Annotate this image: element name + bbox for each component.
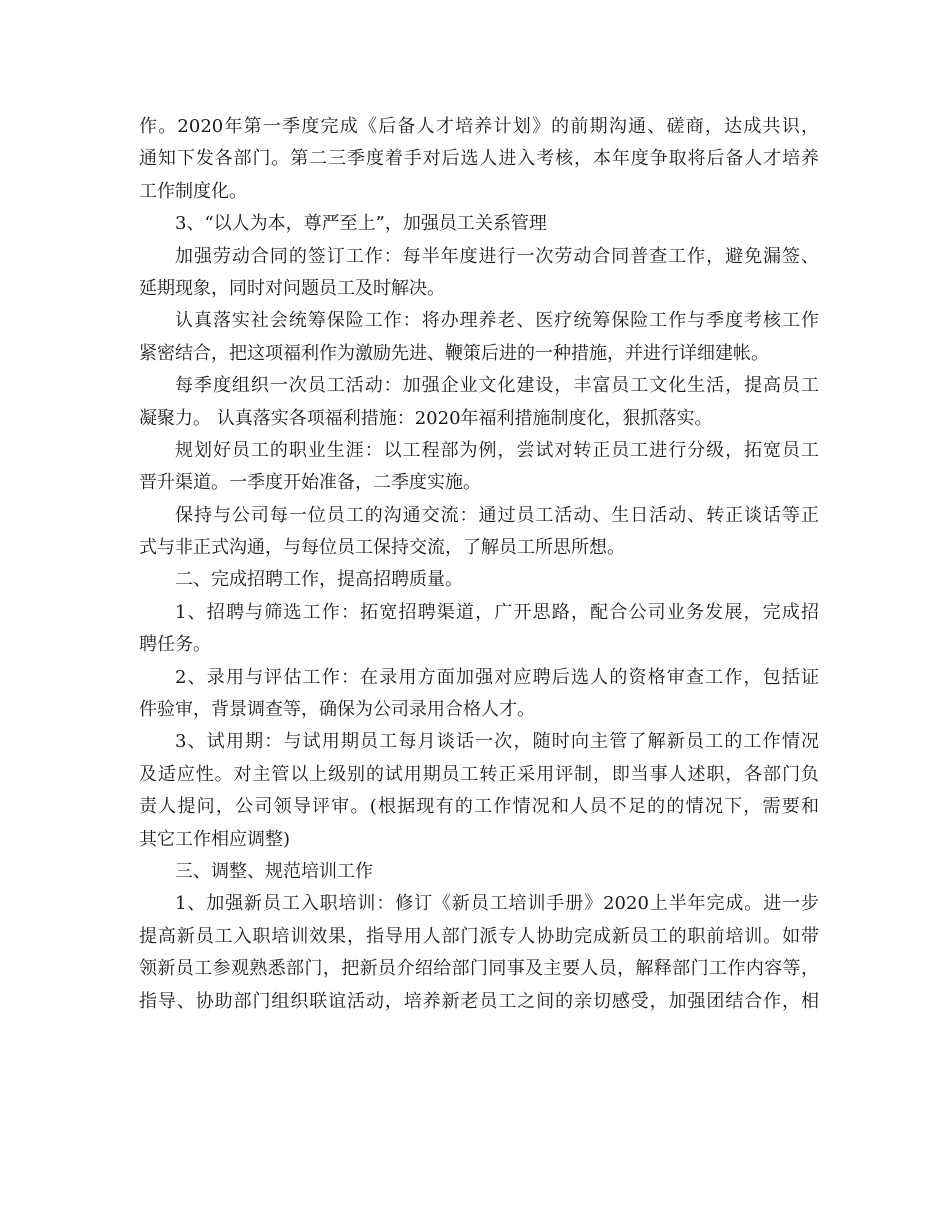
text-line: 1、招聘与筛选工作：拓宽招聘渠道，广开思路，配合公司业务发展，完成招 [175,601,819,623]
text-line: 紧密结合，把这项福利作为激励先进、鞭策后进的一种措施，并进行详细建帐。 [139,342,769,364]
text-line: 晋升渠道。一季度开始准备，二季度实施。 [139,472,481,494]
document-body [139,111,819,1018]
text-line: 保持与公司每一位员工的沟通交流：通过员工活动、生日活动、转正谈话等正 [175,504,819,526]
text-line: 二、完成招聘工作，提高招聘质量。 [175,569,463,591]
text-line: 3、试用期：与试用期员工每月谈话一次，随时向主管了解新员工的工作情况 [175,731,819,753]
text-line: 延期现象，同时对问题员工及时解决。 [139,277,445,299]
text-line: 式与非正式沟通，与每位员工保持交流，了解员工所思所想。 [139,537,625,559]
text-line: 三、调整、规范培训工作 [175,860,373,882]
text-line: 件验审，背景调查等，确保为公司录用合格人才。 [139,699,535,721]
text-line: 3、“以人为本，尊严至上”，加强员工关系管理 [175,213,547,235]
text-line: 作。2020年第一季度完成《后备人才培养计划》的前期沟通、磋商，达成共识， [139,116,819,137]
text-line: 责人提问，公司领导评审。(根据现有的工作情况和人员不足的的情况下，需要和 [139,796,819,818]
text-line: 2、录用与评估工作：在录用方面加强对应聘后选人的资格审查工作，包括证 [175,666,819,688]
text-line: 通知下发各部门。第二三季度着手对后选人进入考核，本年度争取将后备人才培养 [139,148,819,170]
text-line: 提高新员工入职培训效果，指导用人部门派专人协助完成新员工的职前培训。如带 [139,925,819,947]
text-line: 加强劳动合同的签订工作：每半年度进行一次劳动合同普查工作，避免漏签、 [175,245,819,267]
text-line: 领新员工参观熟悉部门，把新员介绍给部门同事及主要人员，解释部门工作内容等， [139,958,819,980]
text-line: 每季度组织一次员工活动：加强企业文化建设，丰富员工文化生活，提高员工 [175,375,819,397]
text-line: 指导、协助部门组织联谊活动，培养新老员工之间的亲切感受，加强团结合作，相 [139,990,819,1012]
text-line: 认真落实社会统筹保险工作：将办理养老、医疗统筹保险工作与季度考核工作 [175,310,819,332]
text-line: 凝聚力。 认真落实各项福利措施：2020年福利措施制度化，狠抓落实。 [139,407,713,429]
text-line: 其它工作相应调整) [139,828,291,850]
text-line: 规划好员工的职业生涯：以工程部为例，尝试对转正员工进行分级，拓宽员工 [175,439,819,461]
text-line: 聘任务。 [139,634,211,656]
text-line: 工作制度化。 [139,180,247,202]
text-line: 及适应性。对主管以上级别的试用期员工转正采用评制，即当事人述职，各部门负 [139,763,819,785]
text-line: 1、加强新员工入职培训：修订《新员工培训手册》2020上半年完成。进一步 [175,893,819,915]
